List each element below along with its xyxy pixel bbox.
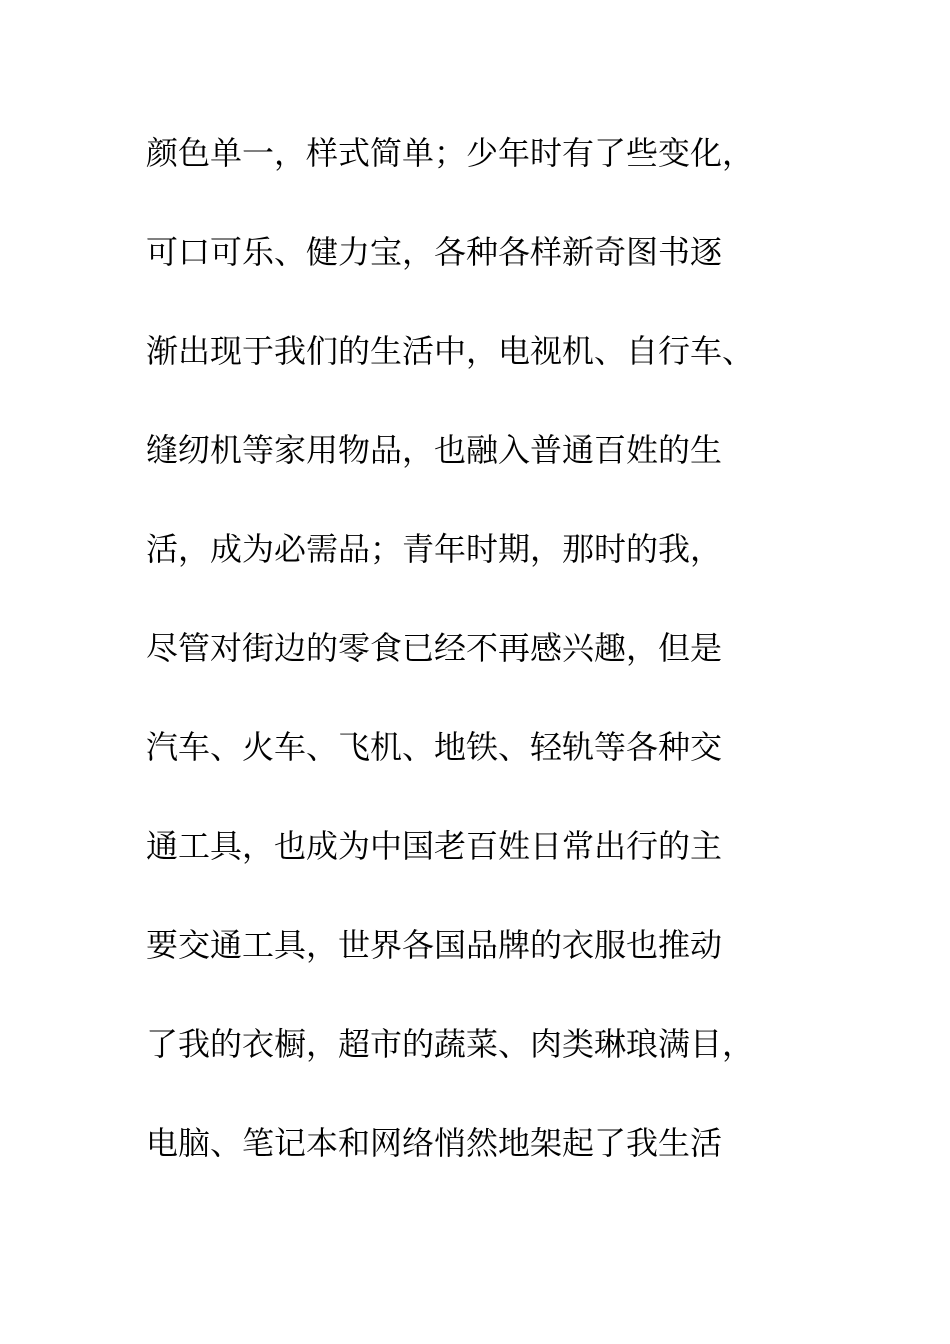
text-line: 渐出现于我们的生活中，电视机、自行车、	[146, 332, 755, 370]
text-line: 要交通工具，世界各国品牌的衣服也推动	[146, 926, 723, 964]
text-line: 活，成为必需品；青年时期，那时的我，	[146, 530, 723, 568]
text-line: 通工具，也成为中国老百姓日常出行的主	[146, 827, 723, 865]
body-text	[146, 122, 846, 1211]
text-line: 缝纫机等家用物品，也融入普通百姓的生	[146, 431, 723, 469]
text-line: 可口可乐、健力宝，各种各样新奇图书逐	[146, 233, 723, 271]
text-line: 颜色单一，样式简单；少年时有了些变化，	[146, 134, 755, 172]
text-line: 尽管对街边的零食已经不再感兴趣，但是	[146, 629, 723, 667]
text-line: 汽车、火车、飞机、地铁、轻轨等各种交	[146, 728, 723, 766]
text-line: 了我的衣橱，超市的蔬菜、肉类琳琅满目，	[146, 1025, 755, 1063]
text-line: 电脑、笔记本和网络悄然地架起了我生活	[146, 1124, 723, 1162]
